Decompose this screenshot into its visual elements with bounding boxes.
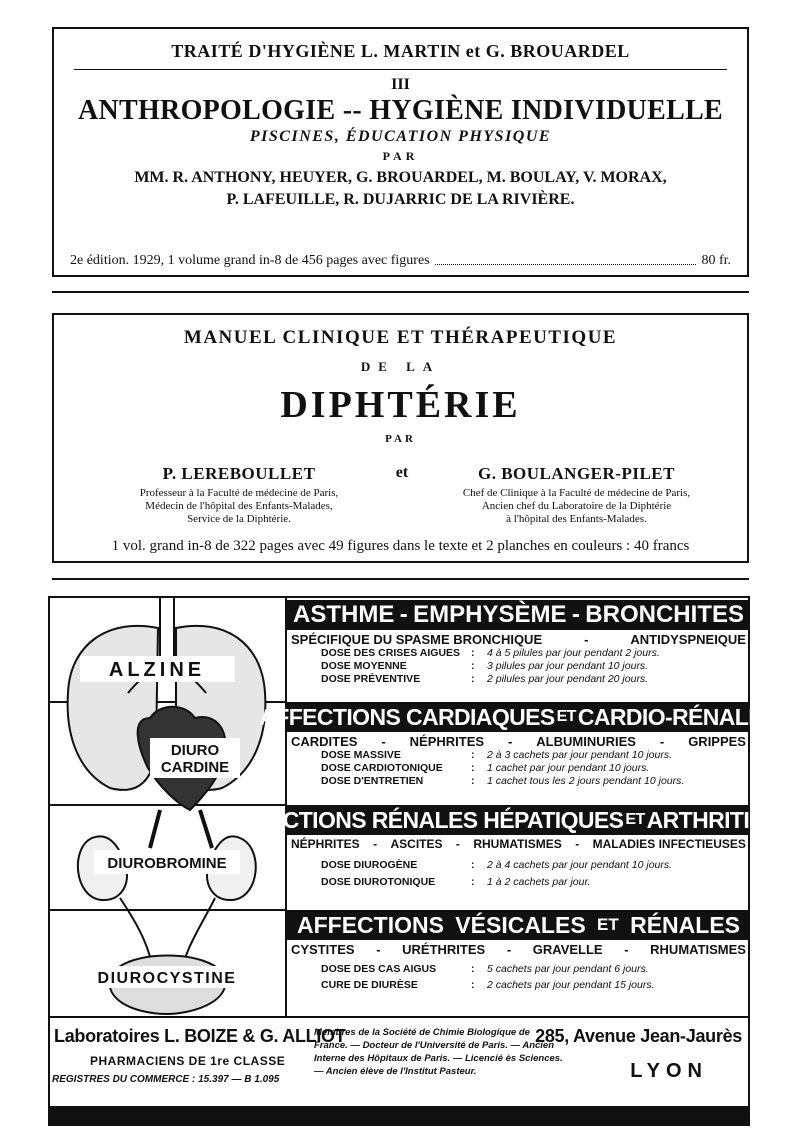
section-asthme xyxy=(287,600,750,686)
sub-dash: - xyxy=(376,942,381,957)
dose-value: 4 à 5 pilules par jour pendant 2 jours. xyxy=(487,647,660,659)
pharmacist-title: PHARMACIENS DE 1re CLASSE xyxy=(90,1054,286,1068)
sub-term: MALADIES INFECTIEUSES xyxy=(592,837,746,851)
treatise-title: TRAITÉ D'HYGIÈNE L. MARTIN et G. BROUARDEL xyxy=(171,41,630,61)
dose-label: DOSE CARDIOTONIQUE xyxy=(321,762,443,774)
author-desc: Chef de Clinique à la Faculté de médecine de Paris, xyxy=(462,487,691,499)
header-word: ARTHRITIQUES xyxy=(646,807,812,833)
header-et: ET xyxy=(597,915,619,934)
dose-colon: : xyxy=(471,876,475,888)
street-address: 285, Avenue Jean-Jaurès xyxy=(535,1026,742,1046)
diurocystine-label: DIUROCYSTINE xyxy=(97,970,237,987)
author-desc: Professeur à la Faculté de médecine de Paris, xyxy=(139,487,339,499)
dose-value: 1 cachet tous les 2 jours pendant 10 jours. xyxy=(487,775,685,787)
dose-row xyxy=(287,673,750,686)
sub-dash: - xyxy=(373,837,378,851)
sub-term: CYSTITES xyxy=(291,942,355,957)
header-et: ET xyxy=(556,708,576,725)
sub-term: ANTIDYSPNEIQUE xyxy=(630,632,746,647)
laboratory-footer xyxy=(50,1016,748,1110)
dose-label: CURE DE DIURÈSE xyxy=(321,979,418,991)
hygiene-treatise-ad xyxy=(52,27,749,277)
section-cardiaques xyxy=(259,702,778,788)
section-header xyxy=(287,910,750,940)
section-divider xyxy=(285,910,750,912)
volume-subject: ANTHROPOLOGIE -- HYGIÈNE INDIVIDUELLE xyxy=(77,95,724,126)
dose-row xyxy=(287,963,750,976)
authors-line-1: MM. R. ANTHONY, HEUYER, G. BROUARDEL, M. BOULAY, V. MORAX, xyxy=(134,169,667,186)
dose-row xyxy=(287,749,750,762)
separator-rule xyxy=(52,291,749,293)
sub-term: GRAVELLE xyxy=(532,942,603,957)
separator-rule xyxy=(52,578,749,580)
par-label: PAR xyxy=(385,433,416,445)
dose-colon: : xyxy=(471,660,475,672)
section-subline xyxy=(287,835,750,851)
dose-colon: : xyxy=(471,673,475,685)
sub-term: ALBUMINURIES xyxy=(536,734,636,749)
header-word: BRONCHITES xyxy=(585,601,744,628)
author-lereboullet xyxy=(94,464,384,526)
dose-colon: : xyxy=(471,963,475,975)
dose-row xyxy=(287,660,750,673)
diuro-label: DIURO xyxy=(170,742,220,759)
sub-term: ASCITES xyxy=(390,837,443,851)
dose-label: DOSE PRÉVENTIVE xyxy=(321,673,421,685)
header-word: VÉSICALES xyxy=(455,912,586,938)
header-word: EMPHYSÈME xyxy=(413,601,567,628)
author-desc: à l'hôpital des Enfants-Malades. xyxy=(506,513,647,525)
dose-value: 1 à 2 cachets par jour. xyxy=(487,876,591,888)
dose-colon: : xyxy=(471,749,475,761)
dose-label: DOSE DES CRISES AIGUES xyxy=(321,647,461,659)
header-dash: - xyxy=(571,601,580,628)
par-label: PAR xyxy=(382,149,419,163)
header-word: AFFECTIONS CARDIAQUES xyxy=(259,704,555,730)
header-word: CARDIO-RÉNALES xyxy=(577,704,778,730)
header-word: RÉNALES xyxy=(630,912,740,938)
manual-title: MANUEL CLINIQUE ET THÉRAPEUTIQUE xyxy=(183,327,618,348)
dose-row xyxy=(287,979,750,992)
volume-subtitle: PISCINES, ÉDUCATION PHYSIQUE xyxy=(249,128,552,145)
dose-row xyxy=(287,876,750,889)
header-word: AFFECTIONS RÉNALES HÉPATIQUES xyxy=(225,807,624,833)
header-word: ASTHME xyxy=(293,601,395,628)
dose-row xyxy=(287,775,750,788)
section-divider xyxy=(285,702,750,704)
author-desc: Médecin de l'hôpital des Enfants-Malades, xyxy=(145,500,333,512)
dose-value: 2 à 3 cachets par jour pendant 10 jours. xyxy=(487,749,673,761)
sub-term: CARDITES xyxy=(291,734,358,749)
dose-label: DOSE DES CAS AIGUS xyxy=(321,963,437,975)
dose-row xyxy=(287,647,750,660)
dose-colon: : xyxy=(471,775,475,787)
leader-dots xyxy=(435,253,697,265)
section-divider xyxy=(285,805,750,807)
pharmaceutical-advert xyxy=(48,596,812,1126)
sub-dash: - xyxy=(506,942,512,957)
sub-term: SPÉCIFIQUE DU SPASME BRONCHIQUE xyxy=(291,632,543,647)
section-header xyxy=(225,805,812,835)
sub-dash: - xyxy=(624,942,629,957)
author-name: P. LEREBOULLET xyxy=(162,464,316,483)
sub-term: URÉTHRITES xyxy=(402,942,486,957)
volume-details: 1 vol. grand in-8 de 322 pages avec 49 figures dans le texte et 2 planches en couleurs : 40 francs xyxy=(111,538,690,554)
author-desc: Service de la Diphtérie. xyxy=(187,513,291,525)
dose-colon: : xyxy=(471,647,475,659)
et-conjunction: et xyxy=(395,464,409,481)
sub-dash: - xyxy=(455,837,460,851)
edition-text: 2e édition. 1929, 1 volume grand in-8 de 456 pages avec figures xyxy=(70,253,430,268)
dose-value: 5 cachets par jour pendant 6 jours. xyxy=(487,963,649,975)
section-header xyxy=(259,702,778,732)
sub-term: GRIPPES xyxy=(688,734,746,749)
dose-value: 2 à 4 cachets par jour pendant 10 jours. xyxy=(487,859,673,871)
sub-dash: - xyxy=(659,734,665,749)
sub-dash: - xyxy=(584,632,589,647)
alzine-label: ALZINE xyxy=(108,659,206,681)
author-boulanger-pilet xyxy=(424,464,729,526)
dose-value: 2 cachets par jour pendant 15 jours. xyxy=(487,979,655,991)
section-subline xyxy=(287,940,750,957)
title-rule xyxy=(74,69,727,70)
price: 80 fr. xyxy=(701,253,731,268)
section-subline xyxy=(287,630,750,647)
section-vesicales xyxy=(287,910,750,992)
dose-colon: : xyxy=(471,979,475,991)
diurobromine-label: DIUROBROMINE xyxy=(107,855,227,872)
header-word: AFFECTIONS xyxy=(297,912,444,938)
dose-label: DOSE D'ENTRETIEN xyxy=(321,775,424,787)
trachea xyxy=(160,598,174,658)
memberships: Membres de la Société de Chimie Biologique de France. — Docteur de l'Université de Paris. — Ancien Interne des Hôpitaux de Paris. — Licencié ès Sciences. — Ancien élève de l'Institut Pasteur. xyxy=(314,1027,563,1077)
cardine-label: CARDINE xyxy=(160,759,230,776)
header-dash: - xyxy=(399,601,408,628)
dose-value: 1 cachet par jour pendant 10 jours. xyxy=(487,762,650,774)
commerce-register: REGISTRES DU COMMERCE : 15.397 — B 1.095 xyxy=(52,1074,280,1085)
authors-block xyxy=(54,464,747,534)
diphtheria-manual-ad xyxy=(52,313,749,563)
sub-dash: - xyxy=(381,734,386,749)
volume-number: III xyxy=(391,76,410,93)
bottom-strip xyxy=(50,1106,748,1124)
left-lung xyxy=(68,626,158,790)
manual-subject: DIPHTÉRIE xyxy=(280,384,521,426)
dose-colon: : xyxy=(471,762,475,774)
authors-line-2: P. LAFEUILLE, R. DUJARRIC DE LA RIVIÈRE. xyxy=(226,191,575,208)
dose-value: 3 pilules par jour pendant 10 jours. xyxy=(487,660,649,672)
dose-value: 2 pilules par jour pendant 20 jours. xyxy=(487,673,649,685)
dose-label: DOSE DIUROTONIQUE xyxy=(321,876,436,888)
dose-row xyxy=(287,762,750,775)
section-renales-hepatiques xyxy=(225,805,812,889)
sub-dash: - xyxy=(508,734,513,749)
header-et: ET xyxy=(625,811,645,828)
de-la-label: DE LA xyxy=(360,359,441,374)
dose-label: DOSE DIUROGÈNE xyxy=(321,859,418,871)
vessels xyxy=(150,810,212,848)
laboratory-name: Laboratoires L. BOIZE & G. ALLIOT xyxy=(54,1026,346,1046)
dose-row xyxy=(287,859,750,872)
author-name: G. BOULANGER-PILET xyxy=(478,464,675,483)
dose-label: DOSE MOYENNE xyxy=(321,660,407,672)
edition-line xyxy=(70,253,731,269)
city: LYON xyxy=(630,1060,708,1082)
sub-term: RHUMATISMES xyxy=(650,942,746,957)
section-subline xyxy=(287,732,750,749)
sub-term: NÉPHRITES xyxy=(291,837,360,851)
section-header xyxy=(287,600,750,630)
sub-term: NÉPHRITES xyxy=(409,734,485,749)
sub-term: RHUMATISMES xyxy=(473,837,562,851)
dose-label: DOSE MASSIVE xyxy=(321,749,401,761)
author-desc: Ancien chef du Laboratoire de la Diphtérie xyxy=(481,500,672,512)
sub-dash: - xyxy=(575,837,580,851)
dose-colon: : xyxy=(471,859,475,871)
